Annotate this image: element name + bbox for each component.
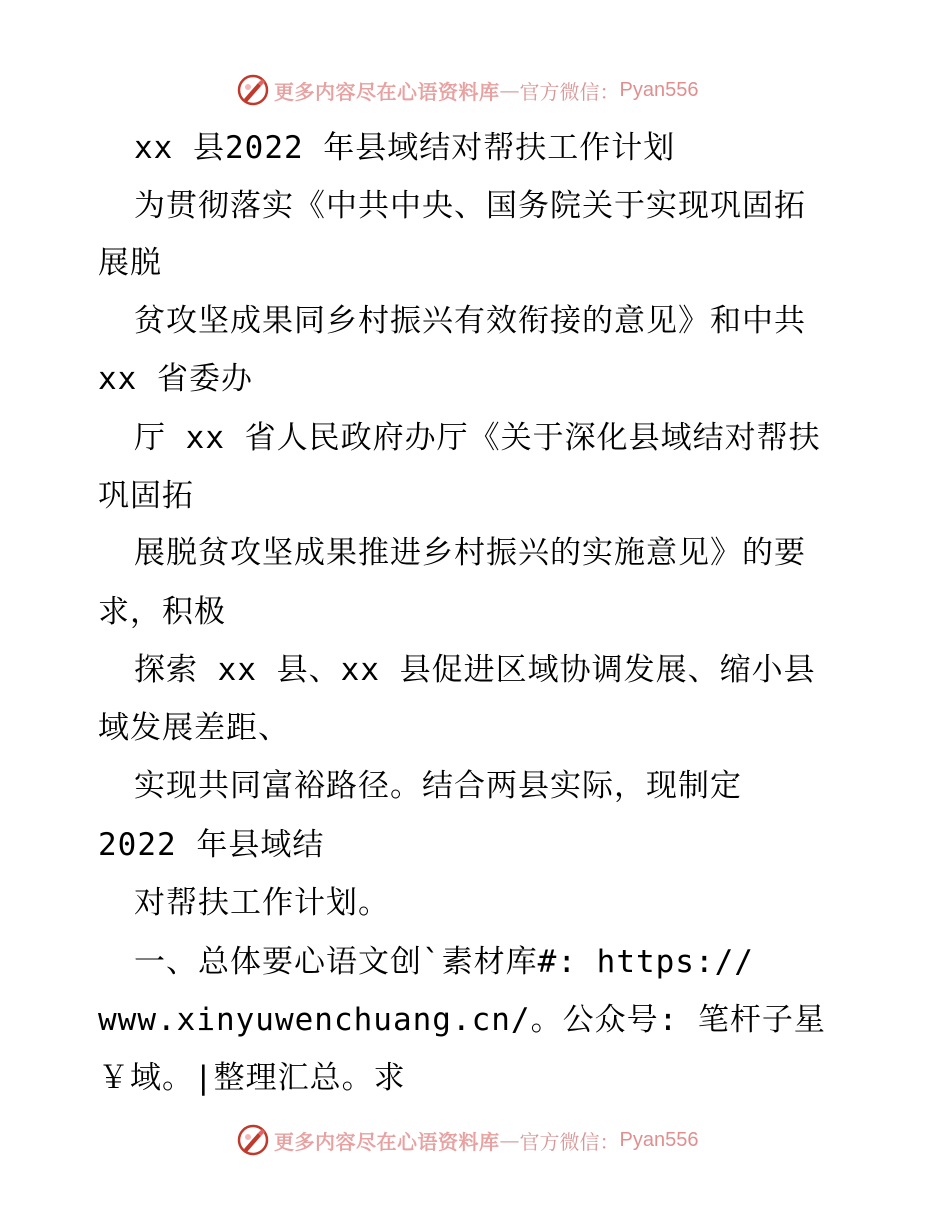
paragraph-line: 贫攻坚成果同乡村振兴有效衔接的意见》和中共	[134, 303, 806, 339]
paragraph-line: 巩固拓	[98, 478, 194, 514]
paragraph-line: 2022 年县域结	[98, 827, 325, 863]
banner-contact-label: 官方微信：	[519, 1129, 620, 1154]
banner-contact-id: Pyan556	[619, 78, 699, 101]
banner-text: 更多内容尽在心语资料库	[274, 1129, 500, 1154]
section-heading-line: 一、总体要心语文创`素材库#: https://	[134, 944, 754, 980]
paragraph-line: ￥域。|整理汇总。求	[98, 1060, 406, 1096]
paragraph-line: xx 省委办	[98, 361, 253, 397]
footer-watermark-banner	[236, 1120, 756, 1160]
paragraph-line: 实现共同富裕路径。结合两县实际，现制定	[134, 768, 742, 804]
paragraph-line: 域发展差距、	[98, 710, 290, 746]
paragraph-line: 厅 xx 省人民政府办厅《关于深化县域结对帮扶	[134, 420, 821, 456]
paragraph-line: 为贯彻落实《中共中央、国务院关于实现巩固拓	[134, 188, 806, 224]
paragraph-line: 对帮扶工作计划。	[134, 885, 390, 921]
header-watermark-banner	[236, 70, 756, 110]
paragraph-line: 展脱贫攻坚成果推进乡村振兴的实施意见》的要	[134, 535, 806, 571]
paragraph-line: 探索 xx 县、xx 县促进区域协调发展、缩小县	[134, 652, 816, 688]
paragraph-line: 展脱	[98, 245, 162, 281]
pen-logo-icon	[236, 1123, 270, 1157]
banner-contact-id: Pyan556	[619, 1128, 699, 1151]
banner-contact-label: 官方微信：	[519, 79, 620, 104]
pen-logo-icon	[236, 73, 270, 107]
paragraph-line: www.xinyuwenchuang.cn/。公众号: 笔杆子星	[98, 1002, 826, 1038]
paragraph-line: 求，积极	[98, 594, 226, 630]
banner-separator: —	[499, 1128, 520, 1152]
banner-text: 更多内容尽在心语资料库	[274, 79, 500, 104]
document-title: xx 县2022 年县域结对帮扶工作计划	[134, 130, 676, 166]
banner-separator: —	[499, 78, 520, 102]
